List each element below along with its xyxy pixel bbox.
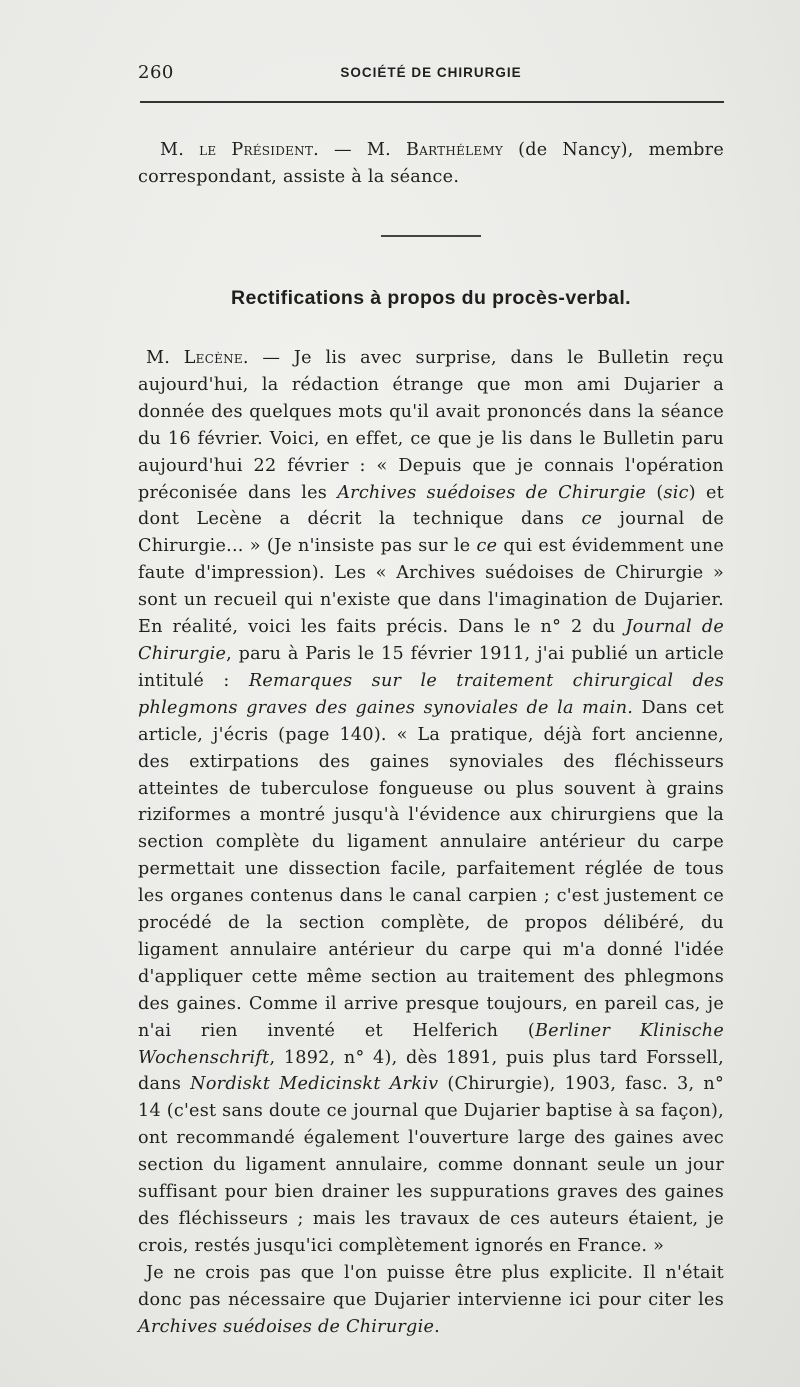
lecene-italic-4: ce (476, 536, 498, 557)
running-head: SOCIÉTÉ DE CHIRURGIE (340, 65, 522, 80)
lecene-text-7: Dans cet article, j'écris (page 140). « La pratique, déjà fort ancienne, des extirpations des gaines synoviales des fléchisseurs atteintes de tuberculose fongueuse ou plus souvent à grains riziformes a montré jusqu'à l'évidence aux chirurgiens que la section complète du ligament annulaire antérieur du carpe permettait une dissection facile, parfaitement réglée de tous les organes contenus dans le canal carpien ; c'est justement ce procédé de la section complète, de propos délibéré, du ligament annulaire antérieur du carpe qui m'a donné l'idée d'appliquer cette même section au traitement des phlegmons des gaines. Comme il arrive presque toujours, en pareil cas, je n'ai rien inventé et Helferich ( (138, 697, 724, 1041)
lecene-text-3: ) et dont Lecène a décrit la technique dans (138, 482, 724, 530)
section-title: Rectifications à propos du procès-verbal. (231, 287, 631, 309)
lecene-italic-2: sic (663, 482, 689, 503)
lecene-italic-3: ce (581, 509, 603, 530)
lecene-italic-5: Journal de Chirurgie (138, 617, 724, 664)
president-text: (de Nancy), membre correspondant, assiste à la séance. (138, 140, 724, 187)
lecene-italic-7: Berliner Klinische Wochenschrift (138, 1020, 724, 1068)
lecene-speaker: M. Lecène. (146, 348, 249, 368)
page-header (138, 62, 724, 92)
lecene-conclusion (138, 1260, 724, 1341)
separator-rule (381, 235, 481, 237)
president-speaker: M. le Président. (160, 140, 319, 160)
president-dash: — M. (318, 140, 406, 160)
lecene-italic-8: Nordiskt Medicinskt Arkiv (190, 1074, 439, 1095)
lecene-text-5: qui est évidemment une faute d'impression). Les « Archives suédoises de Chirurgie » sont un recueil qui n'existe que dans l'imagination de Dujarier. En réalité, voici les faits précis. Dans le n° 2 du (138, 536, 724, 638)
lecene-italic-10: Archives suédoises de Chirurgie (138, 1316, 435, 1337)
header-rule (140, 101, 724, 103)
barthelemy-name: Barthélemy (405, 140, 504, 160)
lecene-text-1: — Je lis avec surprise, dans le Bulletin reçu aujourd'hui, la rédaction étrange que mon ami Dujarier a donnée des quelques mots qu'il avait prononcés dans la séance du 16 février. Voici, en effet, ce que je lis dans le Bulletin paru aujourd'hui 22 février : « Depuis que je connais l'opération préconisée dans les (138, 348, 724, 503)
lecene-text-9: (Chirurgie), 1903, fasc. 3, n° 14 (c'est sans doute ce journal que Dujarier baptise à sa façon), ont recommandé également l'ouverture large des gaines avec section du ligament annulaire, comme donnant seule un jour suffisant pour bien drainer les suppurations graves des gaines des fléchisseurs ; mais les travaux de ces auteurs étaient, je crois, restés jusqu'ici complètement ignorés en France. » (138, 1074, 724, 1256)
lecene-italic-1: Archives suédoises de Chirurgie (337, 482, 647, 503)
president-paragraph (138, 137, 724, 191)
lecene-text-10: Je ne crois pas que l'on puisse être plus explicite. Il n'était donc pas nécessaire que Dujarier intervienne ici pour citer les (138, 1262, 724, 1310)
lecene-text-2: ( (646, 482, 664, 503)
lecene-text-8: , 1892, n° 4), dès 1891, puis plus tard Forssell, dans (138, 1047, 724, 1095)
lecene-text-4: journal de Chirurgie... » (Je n'insiste pas sur le (138, 509, 724, 557)
lecene-italic-6: Remarques sur le traitement chirurgical des phlegmons graves des gaines synoviales de la main. (138, 670, 724, 718)
lecene-text-6: , paru à Paris le 15 février 1911, j'ai publié un article intitulé : (138, 643, 724, 691)
page-number: 260 (138, 62, 174, 83)
lecene-text-11: . (434, 1316, 440, 1337)
lecene-paragraph (138, 345, 724, 1341)
